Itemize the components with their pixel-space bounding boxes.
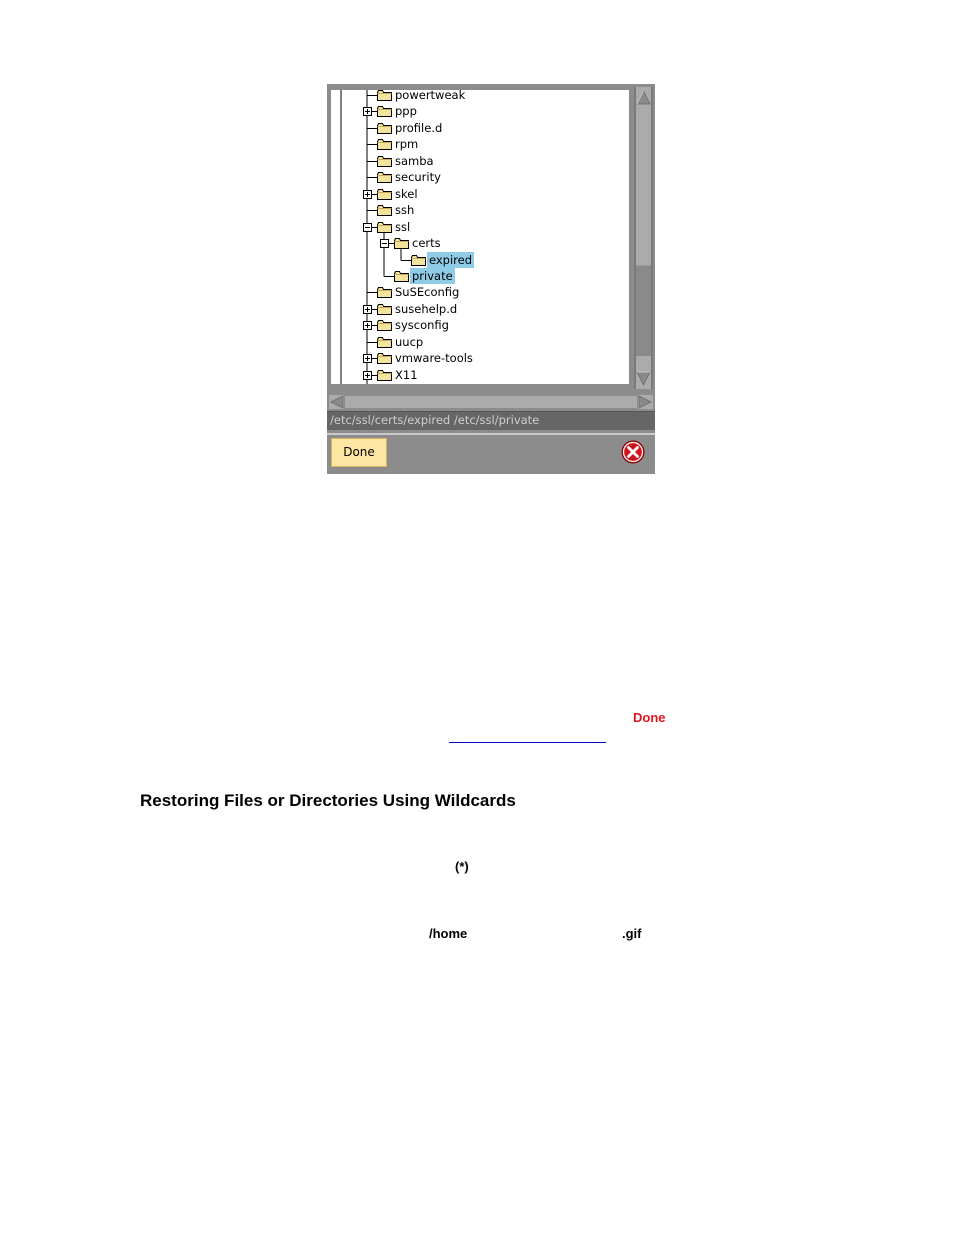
directory-chooser-dialog (327, 84, 655, 472)
tree-row-suseconfig[interactable] (331, 284, 629, 300)
tree-row-samba[interactable] (331, 153, 629, 169)
tree-item-label[interactable]: powertweak (395, 90, 466, 102)
folder-icon (377, 353, 392, 364)
vertical-scrollbar[interactable] (634, 87, 653, 389)
tree-item-label[interactable]: susehelp.d (395, 301, 458, 316)
tree-item-label[interactable]: certs (412, 236, 441, 251)
hyperlink-underline[interactable] (449, 742, 606, 743)
tree-row-rpm[interactable] (331, 136, 629, 152)
selected-paths-field[interactable] (327, 411, 655, 430)
tree-row-profile-d[interactable] (331, 120, 629, 136)
scroll-up-arrow-icon[interactable] (636, 89, 651, 106)
directory-tree[interactable] (331, 90, 629, 384)
close-x-icon[interactable] (621, 440, 645, 464)
plus-box-icon[interactable] (363, 305, 372, 314)
folder-icon (377, 139, 392, 150)
tree-item-label[interactable]: profile.d (395, 120, 443, 135)
home-path-token: /home (429, 926, 468, 941)
minus-box-icon[interactable] (380, 239, 389, 248)
folder-icon (377, 123, 392, 134)
tree-row-security[interactable] (331, 169, 629, 185)
folder-icon (394, 238, 409, 249)
tree-row-sysconfig[interactable] (331, 317, 629, 333)
folder-icon (377, 156, 392, 167)
tree-item-label[interactable]: rpm (395, 137, 419, 152)
tree-item-label[interactable]: ssh (395, 203, 415, 218)
tree-row-expired[interactable] (331, 252, 629, 268)
scroll-right-arrow-icon[interactable] (638, 395, 653, 409)
dialog-footer (327, 433, 655, 474)
minus-box-icon[interactable] (363, 223, 372, 232)
tree-item-label[interactable]: ppp (395, 104, 417, 119)
plus-box-icon[interactable] (363, 107, 372, 116)
vertical-scroll-thumb[interactable] (636, 265, 651, 356)
plus-box-icon[interactable] (363, 371, 372, 380)
section-heading: Restoring Files or Directories Using Wildcards (140, 791, 516, 810)
tree-row-vmware-tools[interactable] (331, 350, 629, 366)
folder-icon (377, 90, 392, 101)
horizontal-scrollbar[interactable] (327, 393, 655, 411)
horizontal-scroll-trough[interactable] (345, 396, 637, 408)
folder-icon (377, 287, 392, 298)
tree-item-label[interactable]: skel (395, 186, 418, 201)
folder-icon (411, 255, 426, 266)
tree-row-private[interactable] (331, 268, 629, 284)
tree-item-label[interactable]: ssl (395, 219, 411, 234)
plus-box-icon[interactable] (363, 321, 372, 330)
tree-row-powertweak[interactable] (331, 90, 629, 103)
folder-icon (377, 189, 392, 200)
folder-icon (377, 370, 392, 381)
folder-icon (377, 304, 392, 315)
done-reference-text: Done (633, 710, 666, 725)
tree-row-uucp[interactable] (331, 334, 629, 350)
scroll-left-arrow-icon[interactable] (329, 395, 344, 409)
tree-item-label[interactable]: security (395, 170, 441, 185)
tree-row-skel[interactable] (331, 186, 629, 202)
tree-item-label[interactable]: SuSEconfig (395, 285, 460, 300)
folder-icon (377, 222, 392, 233)
folder-icon (377, 172, 392, 183)
folder-icon (377, 320, 392, 331)
tree-row-ssl[interactable] (331, 219, 629, 235)
tree-row-ssh[interactable] (331, 202, 629, 218)
gif-extension-token: .gif (622, 926, 642, 941)
tree-item-label[interactable]: private (412, 268, 453, 283)
folder-icon (377, 106, 392, 117)
wildcard-token: (*) (455, 859, 469, 874)
tree-item-label[interactable]: expired (429, 252, 473, 267)
folder-icon (394, 271, 409, 282)
done-button[interactable]: Done (331, 438, 387, 467)
tree-item-label[interactable]: sysconfig (395, 318, 449, 333)
tree-row-certs[interactable] (331, 235, 629, 251)
plus-box-icon[interactable] (363, 190, 372, 199)
tree-item-label[interactable]: X11 (395, 367, 418, 382)
plus-box-icon[interactable] (363, 354, 372, 363)
folder-icon (377, 337, 392, 348)
tree-item-label[interactable]: samba (395, 153, 434, 168)
tree-item-label[interactable]: vmware-tools (395, 351, 473, 366)
folder-icon (377, 205, 392, 216)
selected-paths-text: /etc/ssl/certs/expired /etc/ssl/private (330, 413, 540, 427)
tree-row-susehelp-d[interactable] (331, 301, 629, 317)
tree-row-x11[interactable] (331, 367, 629, 383)
scroll-down-arrow-icon[interactable] (636, 370, 651, 387)
tree-item-label[interactable]: uucp (395, 334, 424, 349)
tree-row-ppp[interactable] (331, 103, 629, 119)
